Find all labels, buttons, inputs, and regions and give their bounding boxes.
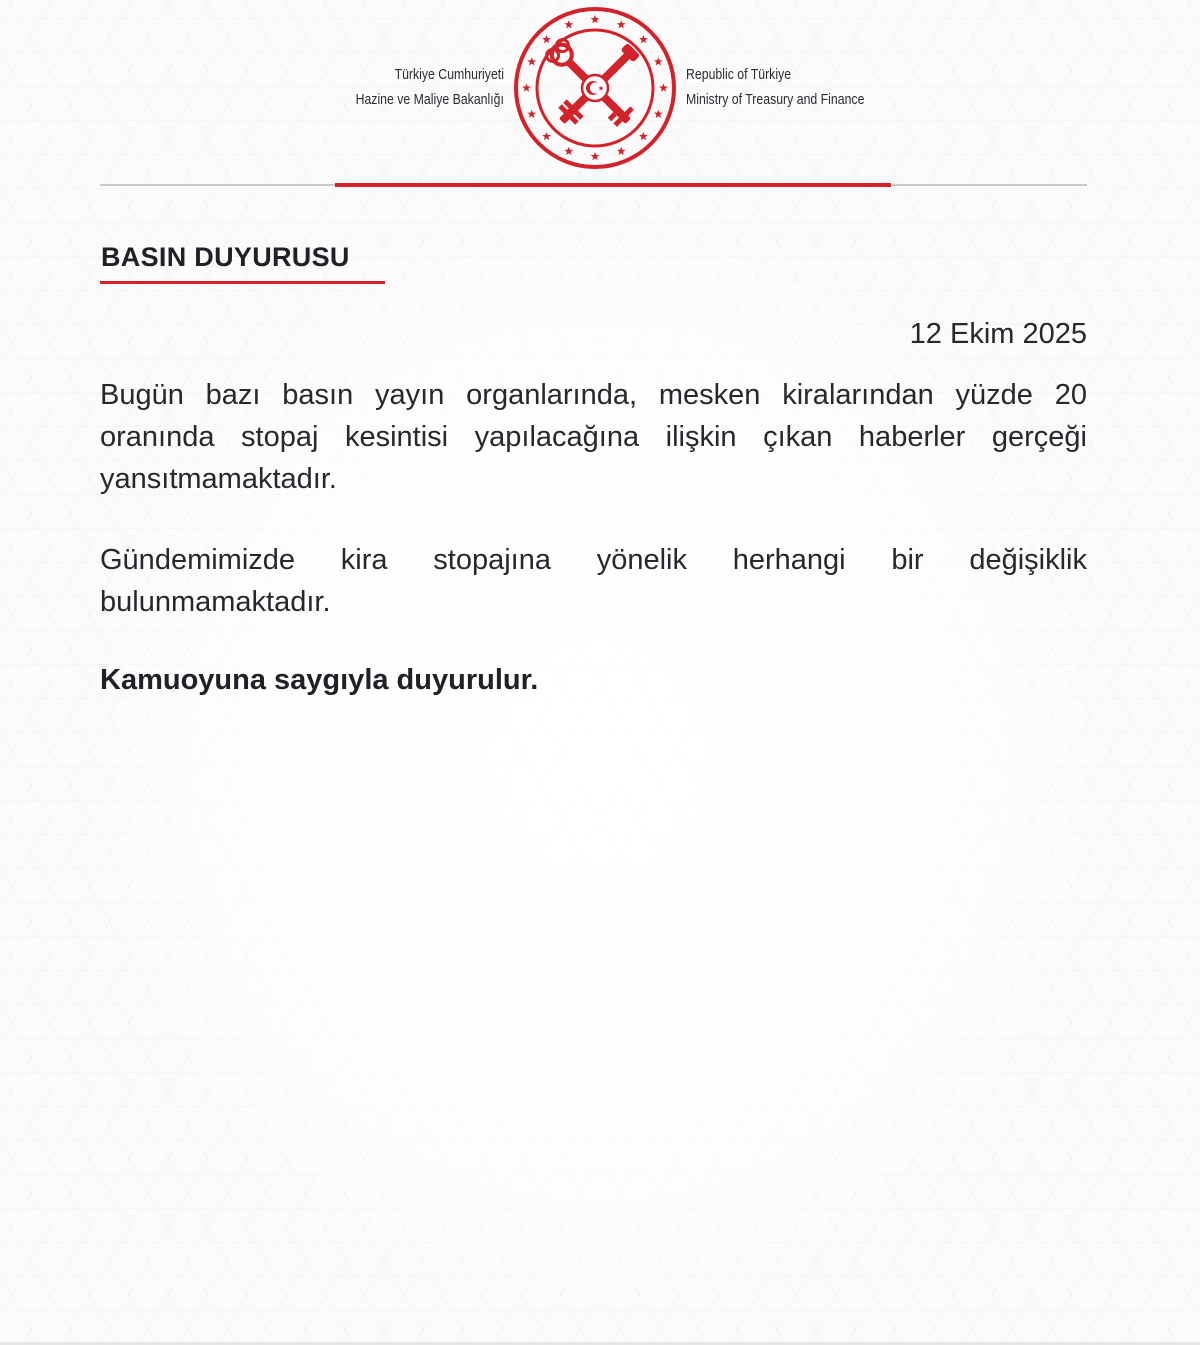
emblem-star-icon [542,35,551,43]
body-paragraph-2: Gündemimizde kira stopajına yönelik herhangi bir değişiklik bulunmamaktadır. [100,544,1087,618]
emblem-star-icon [654,57,663,65]
org-name-english-line-1: Republic of Türkiye [686,66,792,83]
emblem-star-icon [654,110,663,118]
emblem-star-icon [564,20,573,28]
emblem-star-icon [564,147,573,155]
emblem-star-icon [542,132,551,140]
emblem-star-icon [527,110,536,118]
emblem-star-icon [591,152,600,160]
heading-underline [100,281,385,284]
org-name-turkish-line-2: Hazine ve Maliye Bakanlığı [355,91,504,108]
document-date: 12 Ekim 2025 [909,318,1087,350]
closing-statement: Kamuoyuna saygıyla duyurulur. [100,664,539,696]
document-heading: BASIN DUYURUSU [101,242,350,272]
header-divider-accent [335,183,891,187]
org-name-turkish-line-1: Türkiye Cumhuriyeti [394,66,504,83]
emblem-star-icon [639,35,648,43]
emblem-star-icon [617,147,626,155]
letterhead [0,0,1200,190]
org-name-english-line-2: Ministry of Treasury and Finance [686,91,865,108]
org-name-turkish [356,62,504,112]
emblem-star-icon [639,132,648,140]
emblem-star-icon [659,83,668,91]
emblem-star-icon [522,83,531,91]
emblem-star-icon [591,15,600,23]
emblem-star-icon [617,20,626,28]
ministry-keys-emblem-icon [512,5,678,171]
body-paragraph-1: Bugün bazı basın yayın organlarında, mesken kiralarından yüzde 20 oranında stopaj kesintisi yapılacağına ilişkin çıkan haberler gerçeği yansıtmamaktadır. [100,379,1087,495]
emblem-star-icon [527,57,536,65]
org-name-english [686,62,864,112]
